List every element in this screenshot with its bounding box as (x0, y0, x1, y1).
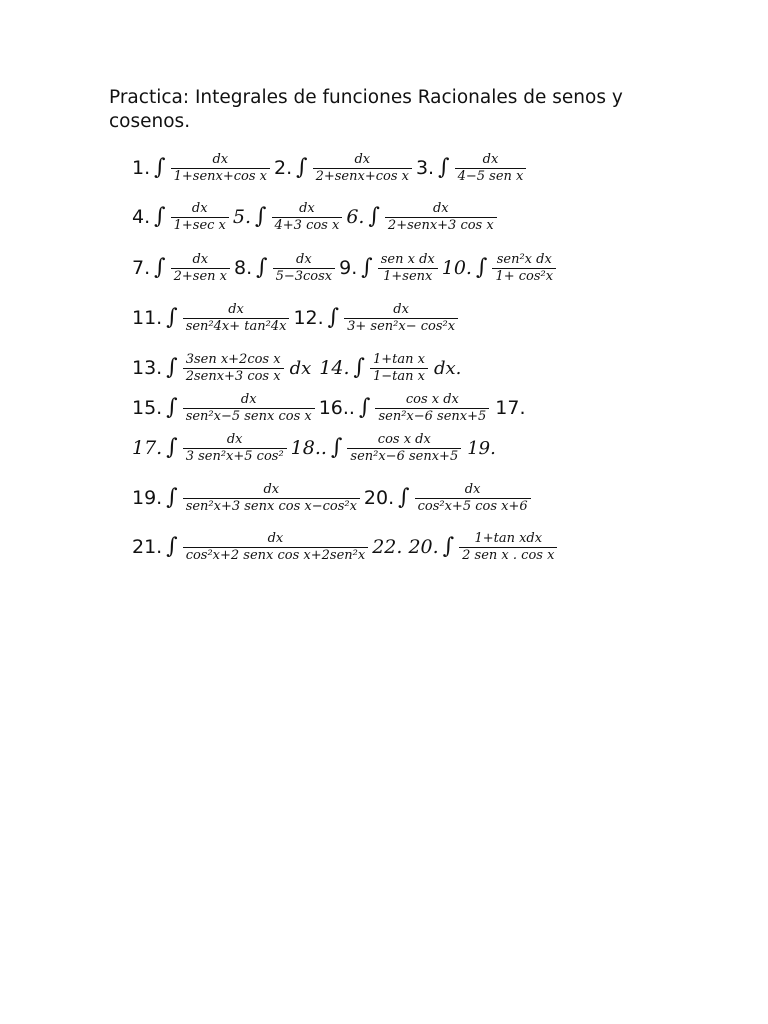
exercise-number: 6. (346, 206, 365, 228)
numerator: dx (267, 530, 284, 546)
exercise-number: 16.. (318, 397, 355, 419)
numerator: 1+tan x (372, 351, 425, 367)
denominator: 2+sen x (173, 268, 227, 284)
denominator: cos²x+2 senx cos x+2sen²x (185, 547, 366, 563)
next-exercise-number: 17. (495, 397, 526, 419)
exercise-number: 3. (415, 157, 435, 179)
denominator: 2+senx+3 cos x (387, 217, 494, 233)
numerator: sen²x dx (496, 251, 552, 267)
exercise-row-8 (132, 476, 535, 520)
exercise-number: 8. (233, 257, 253, 279)
integral-sign: ∫ (154, 203, 166, 229)
integral-sign: ∫ (166, 304, 178, 330)
differential-suffix: dx. (433, 357, 462, 379)
exercise-number: 17. (132, 437, 163, 459)
exercise-number: 4. (132, 206, 151, 228)
denominator: 4+3 cos x (274, 217, 340, 233)
exercise-row-5 (132, 346, 461, 390)
integral-sign: ∫ (166, 354, 178, 380)
differential-suffix: dx (289, 357, 312, 379)
numerator: cos x dx (377, 431, 431, 447)
integral-sign: ∫ (296, 154, 308, 180)
integral-sign: ∫ (166, 533, 178, 559)
denominator: 1−tan x (372, 368, 425, 384)
exercise-number: 11. (132, 307, 163, 329)
exercise-row-4 (132, 296, 462, 340)
fraction (370, 352, 428, 385)
denominator: 4−5 sen x (457, 168, 524, 184)
fraction (313, 152, 412, 185)
fraction (375, 392, 489, 425)
numerator: dx (354, 151, 371, 167)
exercise-number: 10. (441, 257, 472, 279)
integral-sign: ∫ (368, 203, 380, 229)
integral-sign: ∫ (327, 304, 340, 330)
exercise-number: 9. (339, 257, 358, 279)
next-exercise-number: 19. (467, 437, 496, 459)
numerator: dx (192, 251, 209, 267)
fraction (183, 482, 360, 515)
exercise-number: 14. (319, 357, 350, 379)
fraction (385, 201, 497, 234)
exercise-number: 15. (132, 397, 163, 419)
fraction (492, 252, 556, 285)
denominator: 3+ sen²x− cos²x (347, 318, 456, 334)
exercise-number: 1. (132, 157, 151, 179)
fraction (378, 252, 438, 285)
integral-sign: ∫ (442, 533, 455, 559)
fraction (171, 252, 230, 285)
integral-sign: ∫ (358, 394, 371, 420)
numerator: dx (296, 251, 312, 267)
fraction (415, 482, 531, 515)
integral-sign: ∫ (166, 394, 178, 420)
integral-sign: ∫ (438, 154, 450, 180)
denominator: sen²x−5 senx cos x (185, 408, 312, 424)
denominator: 1+senx (383, 268, 433, 284)
exercise-number: 13. (132, 357, 163, 379)
fraction (459, 531, 557, 564)
exercise-number: 5. (232, 206, 252, 228)
numerator: 3sen x+2cos x (185, 351, 281, 367)
denominator: 3 sen²x+5 cos² (185, 448, 284, 464)
integral-sign: ∫ (353, 354, 365, 380)
denominator: sen²x−6 senx+5 (378, 408, 487, 424)
exercise-number: 21. (132, 536, 163, 558)
denominator: 2+senx+cos x (315, 168, 409, 184)
fraction (183, 531, 369, 564)
page-title: Practica: Integrales de funciones Racionales de senos y cosenos. (109, 87, 623, 132)
integral-sign: ∫ (255, 203, 267, 229)
denominator: 5−3cosx (275, 268, 333, 284)
fraction (183, 302, 290, 335)
numerator: dx (228, 301, 244, 317)
fraction (183, 392, 315, 425)
exercise-row-3 (132, 246, 560, 290)
exercise-number: 22. 20. (372, 536, 439, 558)
denominator: sen²x+3 senx cos x−cos²x (185, 498, 357, 514)
fraction (344, 302, 458, 335)
exercise-number: 12. (293, 307, 324, 329)
fraction (183, 432, 287, 465)
integral-sign: ∫ (154, 154, 166, 180)
numerator: 1+tan xdx (474, 530, 543, 546)
fraction (183, 352, 284, 385)
integral-sign: ∫ (475, 254, 488, 280)
integral-sign: ∫ (330, 434, 343, 460)
numerator: cos x dx (405, 391, 459, 407)
fraction (272, 201, 343, 234)
numerator: dx (226, 431, 243, 447)
fraction (171, 152, 270, 185)
exercise-number: 18.. (290, 437, 327, 459)
integral-sign: ∫ (256, 254, 268, 280)
exercise-number: 19. (132, 487, 163, 509)
denominator: cos²x+5 cos x+6 (417, 498, 528, 514)
fraction (455, 152, 527, 185)
exercise-row-7 (132, 426, 496, 470)
numerator: dx (240, 391, 257, 407)
numerator: dx (464, 481, 481, 497)
numerator: dx (432, 200, 449, 216)
numerator: dx (191, 200, 208, 216)
denominator: sen²x−6 senx+5 (350, 448, 459, 464)
exercise-number: 20. (363, 487, 395, 509)
numerator: dx (299, 200, 315, 216)
numerator: dx (393, 301, 409, 317)
denominator: sen²4x+ tan²4x (185, 318, 287, 334)
exercise-row-1 (132, 146, 530, 190)
numerator: dx (212, 151, 229, 167)
exercise-row-6 (132, 386, 525, 430)
denominator: 1+senx+cos x (173, 168, 267, 184)
integral-sign: ∫ (154, 254, 166, 280)
numerator: dx (263, 481, 280, 497)
denominator: 1+sec x (173, 217, 226, 233)
denominator: 2 sen x . cos x (462, 547, 555, 563)
numerator: sen x dx (380, 251, 435, 267)
integral-sign: ∫ (166, 484, 178, 510)
exercise-number: 7. (132, 257, 151, 279)
fraction (171, 201, 229, 234)
fraction (347, 432, 461, 465)
denominator: 1+ cos²x (495, 268, 554, 284)
integral-sign: ∫ (166, 434, 178, 460)
fraction (273, 252, 336, 285)
exercise-row-9 (132, 525, 561, 569)
exercise-number: 2. (273, 157, 293, 179)
numerator: dx (482, 151, 499, 167)
denominator: 2senx+3 cos x (185, 368, 281, 384)
integral-sign: ∫ (398, 484, 410, 510)
exercise-row-2 (132, 195, 501, 239)
integral-sign: ∫ (361, 254, 373, 280)
